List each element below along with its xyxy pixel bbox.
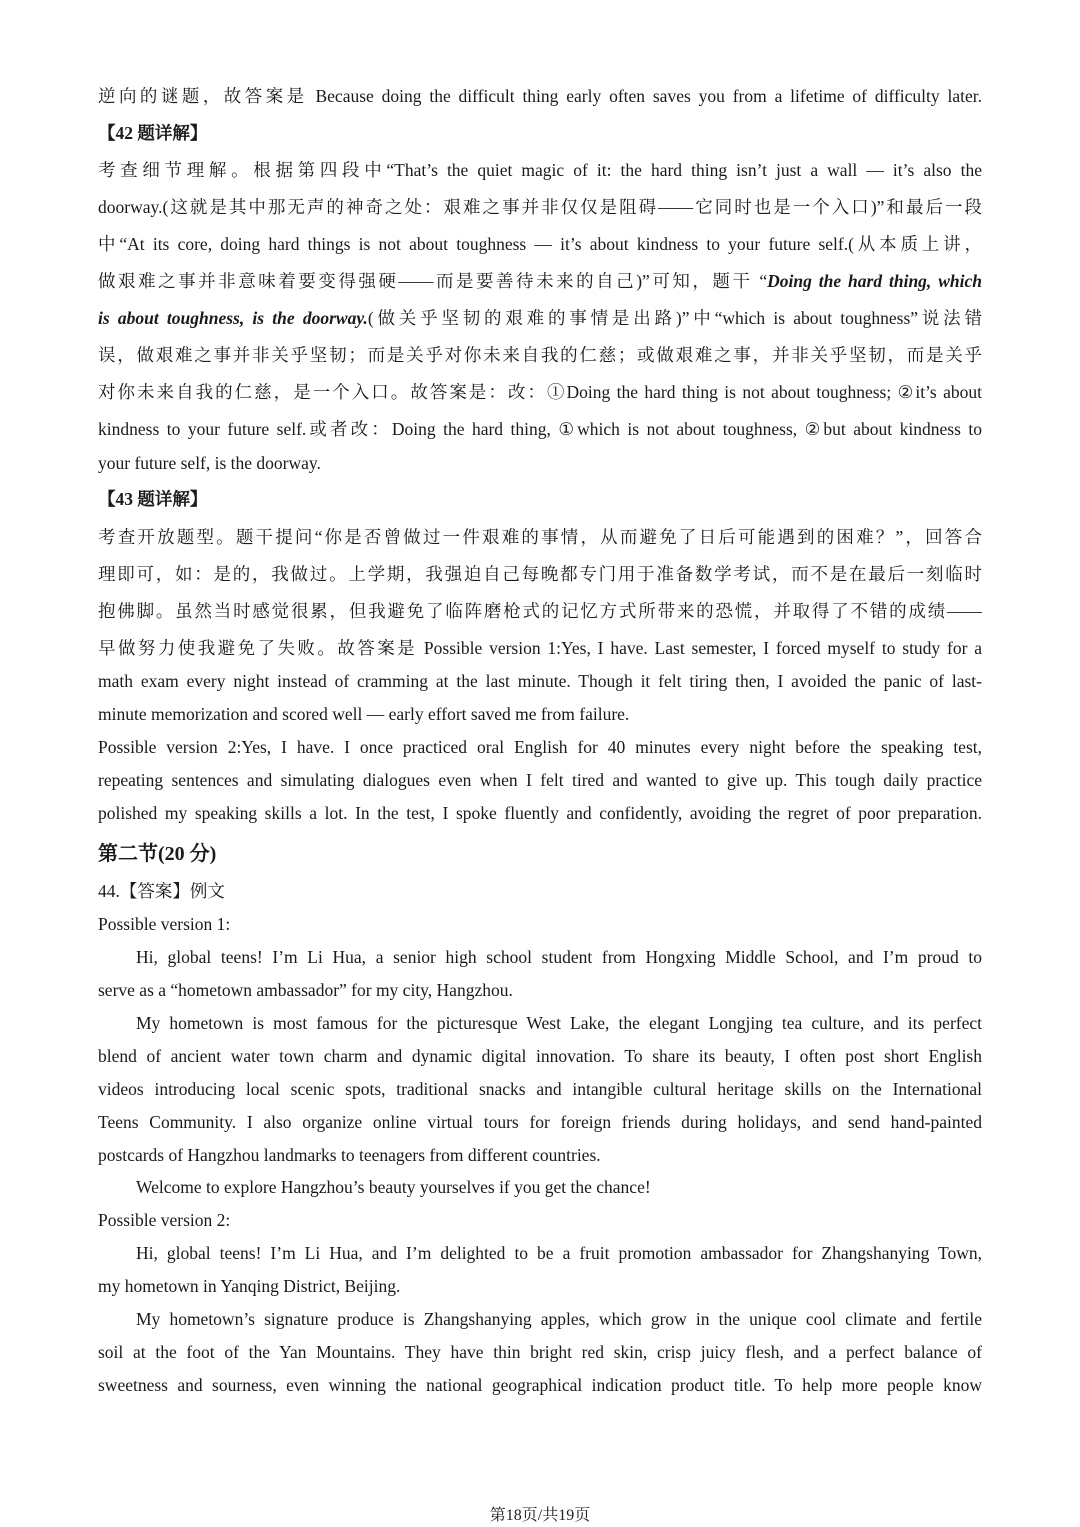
q43-line: repeating sentences and simulating dialogues even when I felt tired and wanted to give up. This tough daily practice	[98, 770, 982, 790]
q43-line: 早做努力使我避免了失败。故答案是 Possible version 1:Yes, I have. Last semester, I forced myself to study for a	[98, 638, 982, 658]
essay-line: Hi, global teens! I’m Li Hua, a senior high school student from Hongxing Middle School, and I’m proud to	[136, 947, 982, 967]
q42-line: 考查细节理解。根据第四段中“That’s the quiet magic of it: the hard thing isn’t just a wall — it’s also the	[98, 160, 982, 180]
q42-line-text: (做关乎坚韧的艰难的事情是出路)”中“which is about toughness”说法错	[367, 308, 982, 328]
essay-line: serve as a “hometown ambassador” for my city, Hangzhou.	[98, 980, 513, 1000]
q43-line: polished my speaking skills a lot. In the test, I spoke fluently and confidently, avoiding the regret of poor preparation.	[98, 803, 982, 823]
q42-line: 对你未来自我的仁慈，是一个入口。故答案是：改：①Doing the hard thing is not about toughness; ②it’s about	[98, 382, 982, 402]
q41-answer-tail: 逆向的谜题，故答案是 Because doing the difficult thing early often saves you from a lifetime of difficulty later.	[98, 86, 982, 106]
q43-line: 理即可，如：是的，我做过。上学期，我强迫自己每晚都专门用于准备数学考试，而不是在最后一刻临时	[98, 564, 982, 584]
q43-line: 抱佛脚。虽然当时感觉很累，但我避免了临阵磨枪式的记忆方式所带来的恐慌，并取得了不错的成绩——	[98, 601, 982, 621]
answer-label: 44.【答案】例文	[98, 881, 225, 901]
q42-line: kindness to your future self.或者改：Doing the hard thing, ①which is not about toughness, ②but about kindness to	[98, 419, 982, 439]
q42-stem-emphasis: is about toughness, is the doorway.	[98, 308, 368, 328]
essay-line: sweetness and sourness, even winning the national geographical indication product title. To help more people know	[98, 1375, 982, 1395]
essay-line: Hi, global teens! I’m Li Hua, and I’m delighted to be a fruit promotion ambassador for Zhangshanying Town,	[136, 1243, 982, 1263]
essay-line: blend of ancient water town charm and dynamic digital innovation. To share its beauty, I often post short English	[98, 1046, 982, 1066]
essay-line: My hometown is most famous for the picturesque West Lake, the elegant Longjing tea culture, and its perfect	[136, 1013, 982, 1033]
q42-line: 误，做艰难之事并非关乎坚韧；而是关乎对你未来自我的仁慈；或做艰难之事，并非关乎坚韧，而是关乎	[98, 345, 982, 365]
essay-line: my hometown in Yanqing District, Beijing.	[98, 1276, 401, 1296]
essay-line: My hometown’s signature produce is Zhangshanying apples, which grow in the unique cool climate and fertile	[136, 1309, 982, 1329]
essay-line: videos introducing local scenic spots, traditional snacks and intangible cultural heritage skills on the International	[98, 1079, 982, 1099]
version-label: Possible version 1:	[98, 914, 231, 934]
q42-title: 【42 题详解】	[98, 123, 208, 143]
q43-line: minute memorization and scored well — early effort saved me from failure.	[98, 704, 630, 724]
q42-line: your future self, is the doorway.	[98, 453, 321, 473]
q43-title: 【43 题详解】	[98, 489, 208, 509]
q42-stem-emphasis: Doing the hard thing, which	[767, 271, 982, 291]
essay-line: postcards of Hangzhou landmarks to teenagers from different countries.	[98, 1145, 601, 1165]
q43-line: math exam every night instead of cramming at the last minute. Though it felt tiring then, I avoided the panic of last-	[98, 671, 982, 691]
q42-line-text: 做艰难之事并非意味着要变得强硬——而是要善待未来的自己)”可知，题干 “	[98, 271, 768, 291]
q42-line	[98, 268, 982, 293]
q42-line: doorway.(这就是其中那无声的神奇之处：艰难之事并非仅仅是阻碍——它同时也是一个入口)”和最后一段	[98, 197, 982, 217]
essay-line: Welcome to explore Hangzhou’s beauty yourselves if you get the chance!	[136, 1177, 651, 1197]
q42-line: 中“At its core, doing hard things is not about toughness — it’s about kindness to your future self.(从本质上讲，	[98, 234, 982, 254]
essay-line: soil at the foot of the Yan Mountains. They have thin bright red skin, crisp juicy flesh, and a perfect balance of	[98, 1342, 982, 1362]
section-heading: 第二节(20 分)	[98, 843, 217, 865]
essay-line: Teens Community. I also organize online virtual tours for foreign friends during holidays, and send hand-painted	[98, 1112, 982, 1132]
page-number: 第18页/共19页	[489, 1507, 591, 1524]
q43-line: 考查开放题型。题干提问“你是否曾做过一件艰难的事情，从而避免了日后可能遇到的困难？”，回答合	[98, 527, 982, 547]
q43-line: Possible version 2:Yes, I have. I once practiced oral English for 40 minutes every night before the speaking test,	[98, 737, 982, 757]
q42-line	[98, 305, 982, 330]
version-label: Possible version 2:	[98, 1210, 231, 1230]
